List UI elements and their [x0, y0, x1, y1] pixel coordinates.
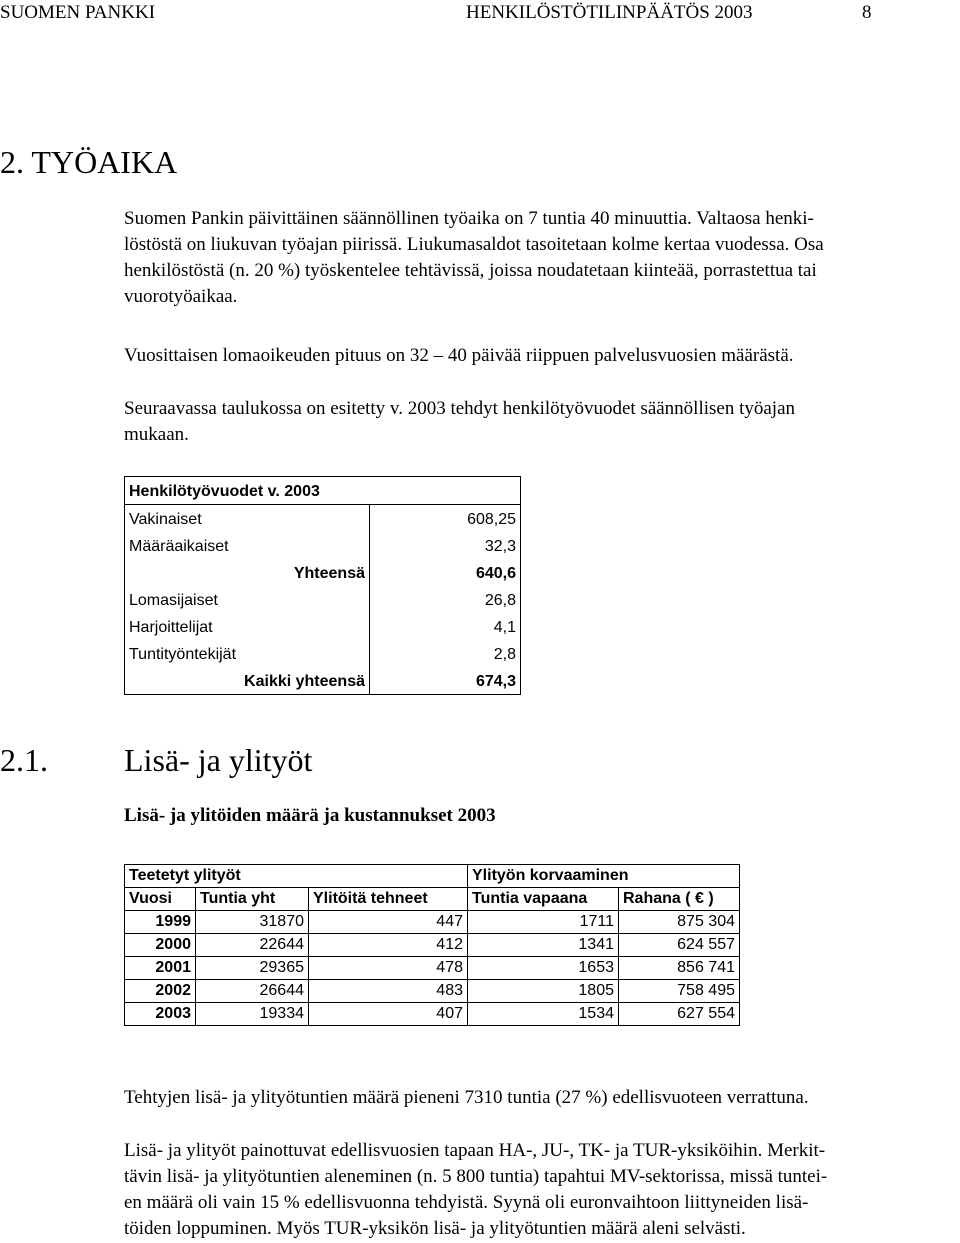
overtime-table-title: Lisä- ja ylitöiden määrä ja kustannukset 2003	[124, 805, 496, 826]
row-value: 4,1	[493, 619, 516, 636]
paragraph-line: henkilöstöstä (n. 20 %) työskentelee tehtävissä, joissa noudatetaan kiinteää, porrastettua tai	[124, 260, 817, 281]
table-row	[125, 957, 740, 980]
table-title-row	[125, 477, 520, 505]
year-cell: 2002	[125, 980, 196, 1003]
paragraph-line: Tehtyjen lisä- ja ylityötuntien määrä pieneni 7310 tuntia (27 %) edellisvuoteen verrattuna.	[124, 1087, 809, 1108]
row-label: Vakinaiset	[129, 511, 202, 528]
table-row	[125, 667, 520, 694]
column-header-hours-off: Tuntia vapaana	[468, 888, 619, 911]
table-row	[125, 505, 520, 532]
column-header-total-hours: Tuntia yht	[196, 888, 309, 911]
value-cell: 627 554	[619, 1003, 740, 1026]
paragraph-line: löstöstä on liukuvan työajan piirissä. Liukumasaldot tasoitetaan kolme kertaa vuodessa. Osa	[124, 234, 824, 255]
group-header-row	[125, 865, 740, 888]
paragraph-line: Vuosittaisen lomaoikeuden pituus on 32 – 40 päivää riippuen palvelusvuosien määrästä.	[124, 345, 794, 366]
value-cell: 758 495	[619, 980, 740, 1003]
value-cell: 26644	[196, 980, 309, 1003]
paragraph-line: Seuraavassa taulukossa on esitetty v. 2003 tehdyt henkilötyövuodet säännöllisen työajan	[124, 398, 796, 419]
table-row	[125, 613, 520, 640]
row-value: 674,3	[475, 673, 516, 690]
row-label: Yhteensä	[293, 565, 365, 582]
paragraph-holidays	[124, 343, 960, 369]
column-header-row	[125, 888, 740, 911]
column-header-year: Vuosi	[125, 888, 196, 911]
value-cell: 1711	[468, 911, 619, 934]
value-cell: 1341	[468, 934, 619, 957]
value-cell: 29365	[196, 957, 309, 980]
value-cell: 1653	[468, 957, 619, 980]
row-label: Harjoittelijat	[129, 619, 213, 636]
value-cell: 875 304	[619, 911, 740, 934]
paragraph-line: mukaan.	[124, 424, 189, 445]
year-cell: 1999	[125, 911, 196, 934]
column-header-money: Rahana ( € )	[619, 888, 740, 911]
section-title: 2. TYÖAIKA	[0, 144, 178, 180]
value-cell: 407	[309, 1003, 468, 1026]
value-cell: 856 741	[619, 957, 740, 980]
value-cell: 31870	[196, 911, 309, 934]
paragraph-table-intro	[124, 396, 960, 448]
row-value: 32,3	[484, 538, 516, 555]
subsection-number: 2.1.	[0, 742, 48, 778]
table-row	[125, 532, 520, 559]
row-value: 2,8	[493, 646, 516, 663]
table-row	[125, 1003, 740, 1026]
value-cell: 22644	[196, 934, 309, 957]
header-doc-title: HENKILÖSTÖTILINPÄÄTÖS 2003	[466, 2, 753, 23]
value-cell: 483	[309, 980, 468, 1003]
header-org: SUOMEN PANKKI	[0, 2, 156, 23]
person-years-table	[124, 476, 521, 695]
paragraph-line: Lisä- ja ylityöt painottuvat edellisvuosien tapaan HA-, JU-, TK- ja TUR-yksiköihin. Merkit-	[124, 1140, 826, 1161]
table-title: Henkilötyövuodet v. 2003	[129, 483, 320, 500]
value-cell: 447	[309, 911, 468, 934]
paragraph-overtime-decrease	[124, 1085, 960, 1111]
value-cell: 478	[309, 957, 468, 980]
row-label: Kaikki yhteensä	[244, 673, 365, 690]
paragraph-line: tävin lisä- ja ylityötuntien aleneminen (n. 5 800 tuntia) tapahtui MV-sektorissa, missä tuntei-	[124, 1166, 828, 1187]
table-row	[125, 640, 520, 667]
table-row	[125, 980, 740, 1003]
row-label: Lomasijaiset	[129, 592, 218, 609]
group-header-compensation: Ylityön korvaaminen	[468, 865, 740, 888]
overtime-table	[124, 864, 740, 1026]
table-row	[125, 934, 740, 957]
row-label: Määräaikaiset	[129, 538, 229, 555]
row-label: Tuntityöntekijät	[129, 646, 237, 663]
group-header-overtime: Teetetyt ylityöt	[125, 865, 468, 888]
paragraph-working-hours	[124, 206, 960, 310]
paragraph-line: en määrä oli vain 15 % edellisvuonna tehdyistä. Syynä oli euronvaihtoon liittyneiden lisä-	[124, 1192, 809, 1213]
paragraph-overtime-units	[124, 1138, 960, 1242]
table-row	[125, 586, 520, 613]
table-body	[125, 505, 520, 694]
row-value: 26,8	[484, 592, 516, 609]
subsection-title: Lisä- ja ylityöt	[124, 742, 313, 778]
year-cell: 2000	[125, 934, 196, 957]
paragraph-line: vuorotyöaikaa.	[124, 286, 238, 307]
table-row	[125, 911, 740, 934]
paragraph-line: Suomen Pankin päivittäinen säännöllinen työaika on 7 tuntia 40 minuuttia. Valtaosa henki-	[124, 208, 814, 229]
row-value: 640,6	[475, 565, 516, 582]
value-cell: 19334	[196, 1003, 309, 1026]
year-cell: 2003	[125, 1003, 196, 1026]
row-value: 608,25	[467, 511, 516, 528]
value-cell: 1805	[468, 980, 619, 1003]
value-cell: 624 557	[619, 934, 740, 957]
table-row	[125, 559, 520, 586]
paragraph-line: töiden loppuminen. Myös TUR-yksikön lisä- ja ylityötuntien määrä aleni selvästi.	[124, 1218, 746, 1239]
header-page-number: 8	[862, 2, 872, 23]
year-cell: 2001	[125, 957, 196, 980]
value-cell: 1534	[468, 1003, 619, 1026]
value-cell: 412	[309, 934, 468, 957]
column-header-workers: Ylitöitä tehneet	[309, 888, 468, 911]
